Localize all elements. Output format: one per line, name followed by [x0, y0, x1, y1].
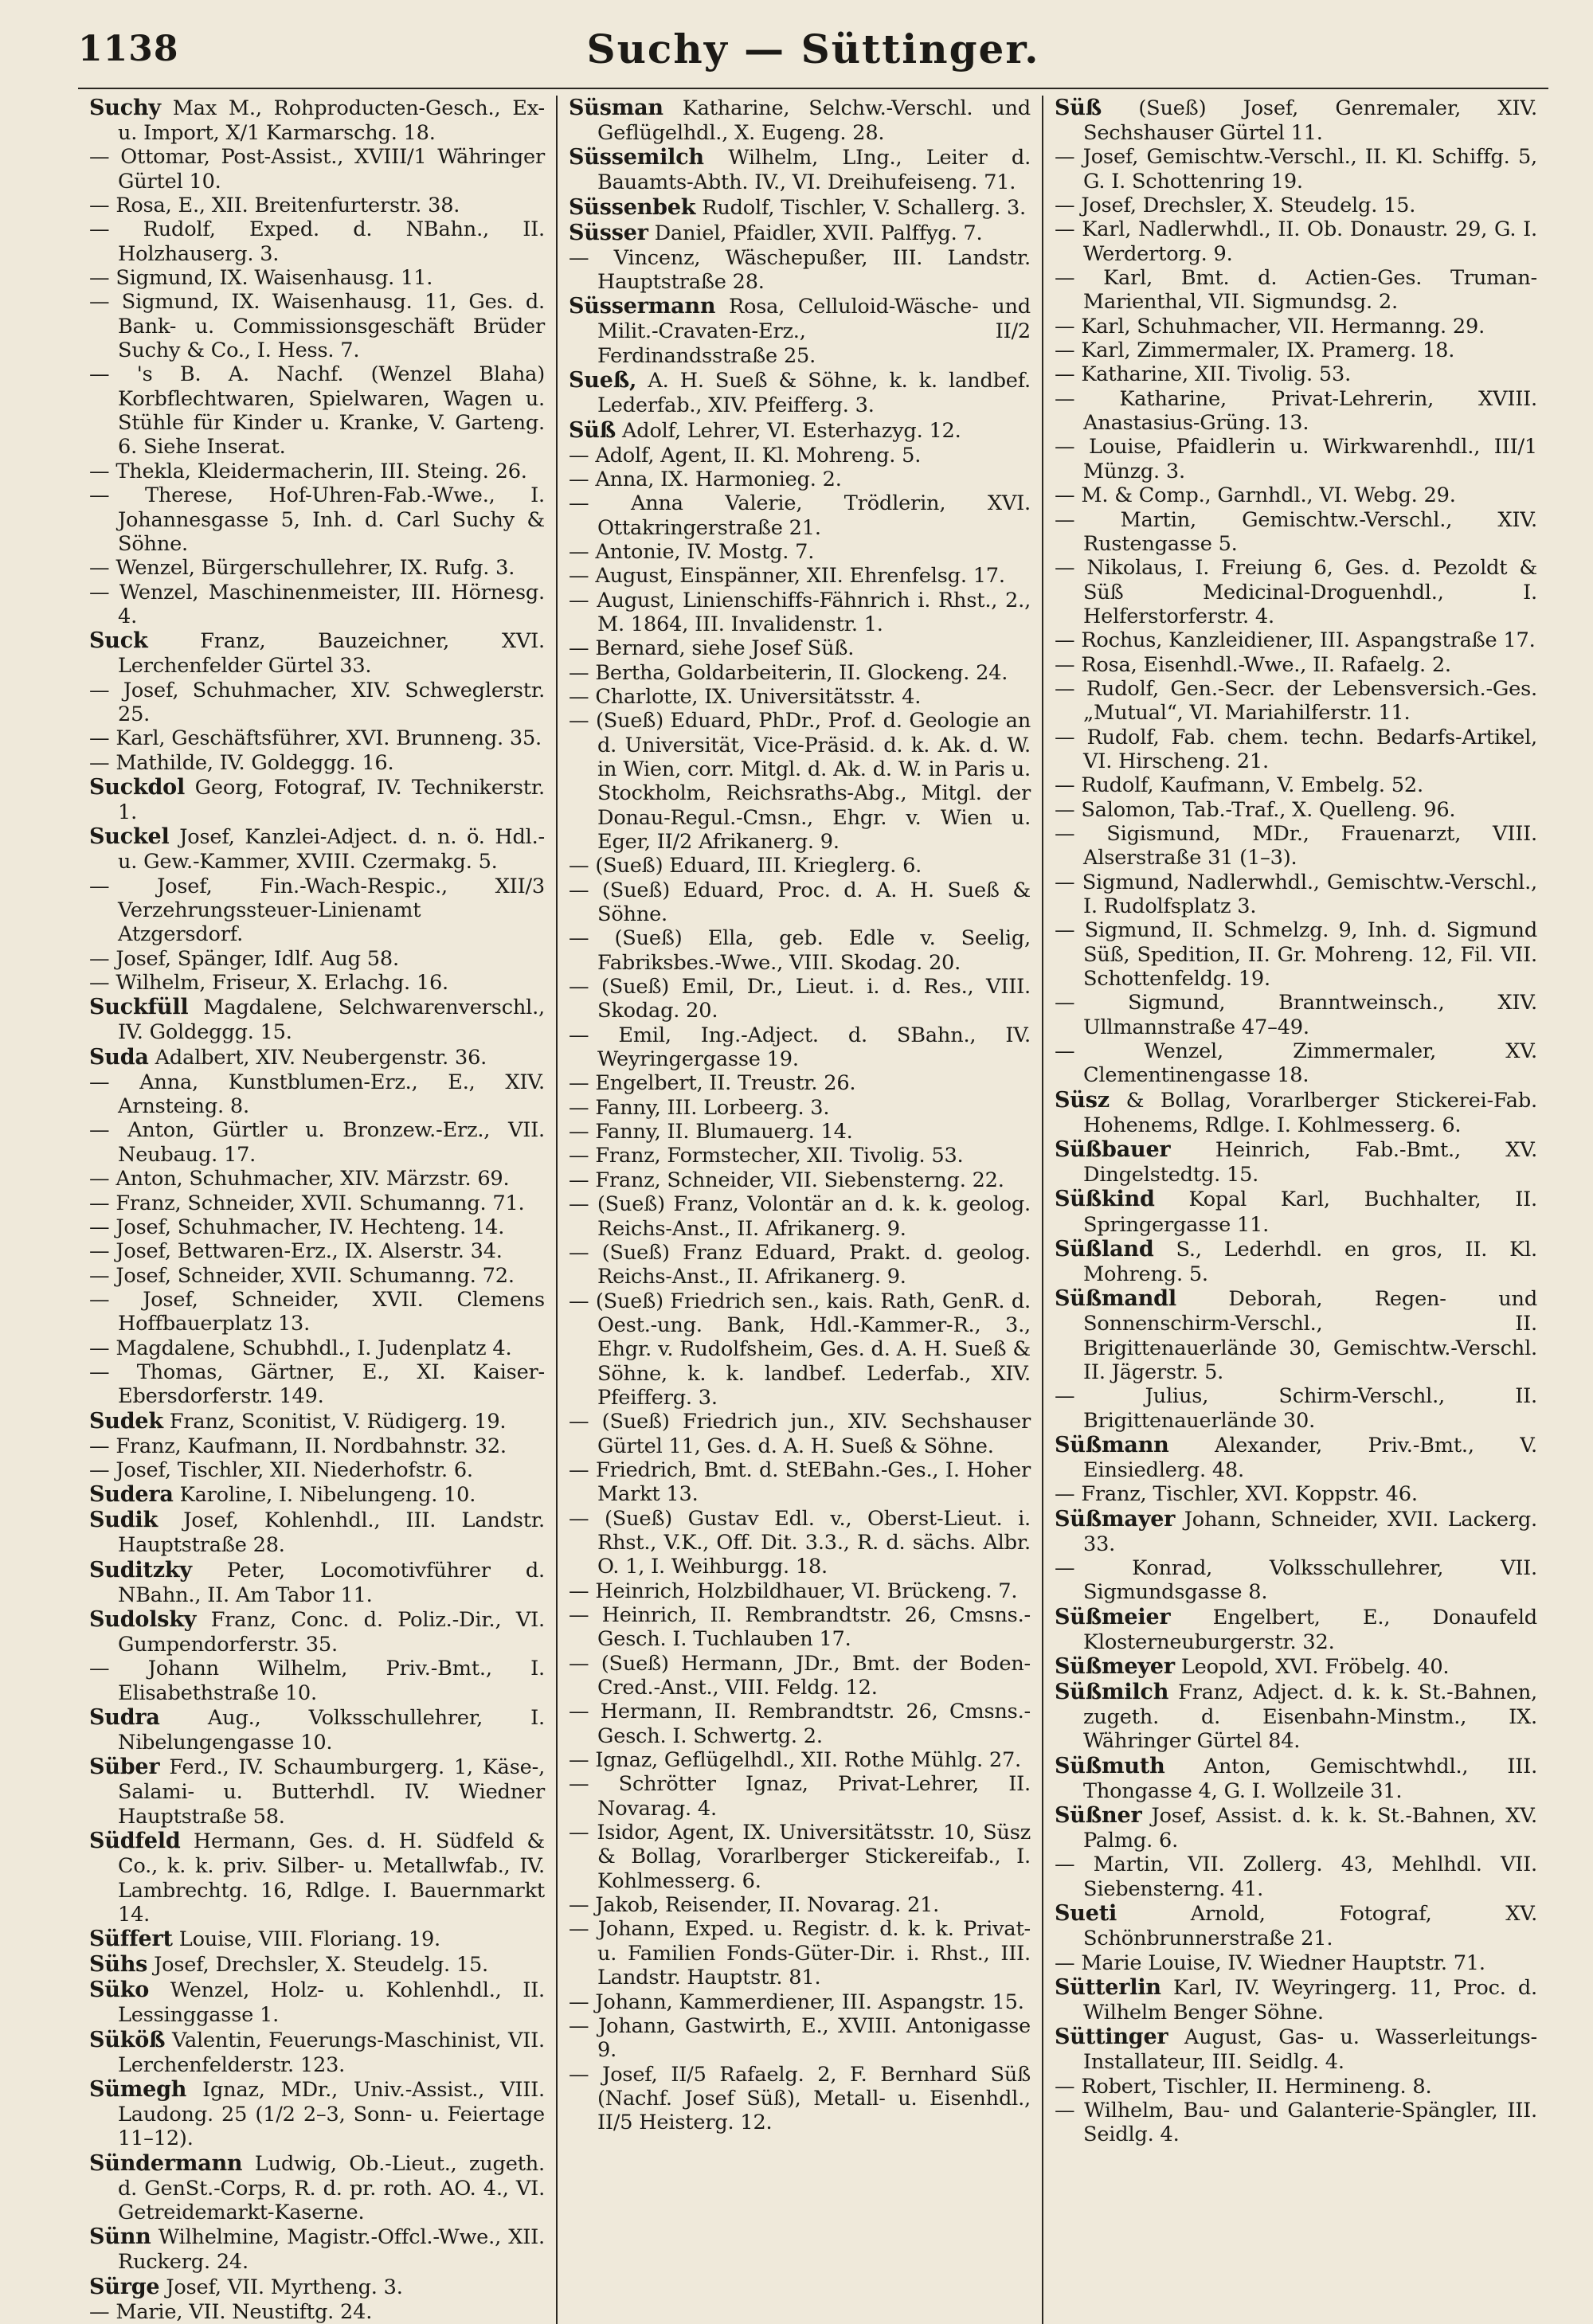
directory-entry: — August, Linienschiffs-Fähnrich i. Rhst., 2., M. 1864, III. Invalidenstr. 1. — [569, 588, 1031, 636]
entry-surname: Sueß, — [569, 368, 637, 393]
entry-surname: Sudek — [89, 1408, 163, 1434]
directory-entry: — (Sueß) Hermann, JDr., Bmt. der Boden-Cred.-Anst., VIII. Feldg. 12. — [569, 1651, 1031, 1700]
entry-surname: Sudik — [89, 1508, 158, 1533]
directory-entry: — Karl, Geschäftsführer, XVI. Brunneng. 35. — [89, 726, 542, 751]
entry-surname: Süßmilch — [1055, 1680, 1169, 1705]
entry-surname: Süssermann — [569, 294, 716, 319]
directory-entry: — Johann, Gastwirth, E., XVIII. Antonigasse 9. — [569, 2013, 1031, 2063]
directory-entry: Sühs Josef, Drechsler, X. Steudelg. 15. — [89, 1952, 488, 1978]
directory-entry: — Rudolf, Exped. d. NBahn., II. Holzhauserg. 3. — [89, 217, 545, 266]
directory-entry: Sudra Aug., Volksschullehrer, I. Nibelungengasse 10. — [89, 1705, 545, 1755]
directory-entry: — Johann, Kammerdiener, III. Aspangstr. 15. — [569, 1989, 1024, 2014]
directory-entry: — Hermann, II. Rembrandtstr. 26, Cmsns.-Gesch. I. Schwertg. 2. — [569, 1700, 1031, 1748]
directory-entry: — (Sueß) Gustav Edl. v., Oberst-Lieut. i. Rhst., V.K., Off. Dit. 3.3., R. d. sächs. Albr. O. 1, I. Weihburgg. 18. — [569, 1506, 1031, 1579]
entry-surname: Suck — [89, 628, 148, 654]
directory-entry: Suckfüll Magdalene, Selchwarenverschl., IV. Goldeggg. 15. — [89, 995, 545, 1045]
entry-surname: Süß — [569, 417, 616, 443]
directory-entry: — Martin, VII. Zollerg. 43, Mehlhdl. VII. Siebensterng. 41. — [1055, 1853, 1537, 1901]
directory-entry: Suchy Max M., Rohproducten-Gesch., Ex- u. Import, X/1 Karmarschg. 18. — [89, 96, 545, 146]
directory-entry: Süttinger August, Gas- u. Wasserleitungs-Installateur, III. Seidlg. 4. — [1055, 2025, 1537, 2075]
directory-entry: — Anna, Kunstblumen-Erz., E., XIV. Arnsteing. 8. — [89, 1070, 545, 1119]
column-left — [78, 96, 556, 2324]
directory-entry: — Rosa, E., XII. Breitenfurterstr. 38. — [89, 194, 460, 218]
directory-entry: — Fanny, III. Lorbeerg. 3. — [569, 1095, 830, 1120]
column-middle — [556, 96, 1042, 2324]
entry-surname: Suckfüll — [89, 995, 189, 1020]
directory-entry: — (Sueß) Franz Eduard, Prakt. d. geolog. Reichs-Anst., II. Afrikanerg. 9. — [569, 1240, 1031, 1289]
directory-entry: Süßner Josef, Assist. d. k. k. St.-Bahnen, XV. Palmg. 6. — [1055, 1803, 1537, 1853]
entry-surname: Suckel — [89, 824, 170, 850]
directory-entry: — Salomon, Tab.-Traf., X. Quelleng. 96. — [1055, 797, 1456, 822]
directory-entry: Süssenbek Rudolf, Tischler, V. Schallerg. 3. — [569, 194, 1026, 220]
entry-surname: Süsz — [1055, 1087, 1110, 1113]
directory-entry: Südfeld Hermann, Ges. d. H. Südfeld & Co., k. k. priv. Silber- u. Metallwfab., IV. Lambrechtg. 16, Rdlge. I. Bauernmarkt 14. — [89, 1829, 545, 1927]
directory-entry: — Heinrich, Holzbildhauer, VI. Brückeng. 7. — [569, 1579, 1018, 1603]
directory-entry: — 's B. A. Nachf. (Wenzel Blaha) Korbflechtwaren, Spielwaren, Wagen u. Stühle für Kinder u. Kranke, V. Garteng. 6. Siehe Inserat. — [89, 362, 545, 460]
entry-surname: Sünn — [89, 2224, 151, 2250]
entry-surname: Süßmeyer — [1055, 1654, 1175, 1680]
directory-entry: — Karl, Schuhmacher, VII. Hermanng. 29. — [1055, 314, 1485, 338]
directory-entry: — Robert, Tischler, II. Hermineng. 8. — [1055, 2074, 1432, 2099]
directory-entry: Sürge Josef, VII. Myrtheng. 3. — [89, 2274, 403, 2299]
directory-entry: — Franz, Schneider, VII. Siebensterng. 22. — [569, 1168, 1004, 1192]
directory-entry: Sudera Karoline, I. Nibelungeng. 10. — [89, 1482, 476, 1508]
entry-surname: Süßland — [1055, 1236, 1154, 1262]
entry-surname: Suda — [89, 1044, 149, 1070]
directory-entry: — (Sueß) Eduard, PhDr., Prof. d. Geologie an d. Universität, Vice-Präsid. d. k. Ak. d. W. in Wien, corr. Mitgl. d. Ak. d. W. in Paris u. Stockholm, Reichsraths-Abg., Mitgl. der Donau-Regul.-Cmsn., Ehgr. v. Wien u. Eger, II/2 Afrikanerg. 9. — [569, 709, 1031, 855]
entry-surname: Süko — [89, 1978, 150, 2003]
entry-surname: Südfeld — [89, 1829, 181, 1854]
directory-entry: — (Sueß) Friedrich jun., XIV. Sechshauser Gürtel 11, Ges. d. A. H. Sueß & Söhne. — [569, 1410, 1031, 1458]
directory-entry: — Therese, Hof-Uhren-Fab.-Wwe., I. Johannesgasse 5, Inh. d. Carl Suchy & Söhne. — [89, 483, 545, 556]
directory-entry: — M. & Comp., Garnhdl., VI. Webg. 29. — [1055, 483, 1456, 508]
directory-entry: — (Sueß) Franz, Volontär an d. k. k. geolog. Reichs-Anst., II. Afrikanerg. 9. — [569, 1192, 1031, 1241]
directory-entry: — Franz, Tischler, XVI. Koppstr. 46. — [1055, 1482, 1418, 1507]
directory-entry: — Sigmund, Nadlerwhdl., Gemischtw.-Verschl., I. Rudolfsplatz 3. — [1055, 870, 1537, 919]
entry-surname: Süß — [1055, 96, 1102, 120]
entry-surname: Sueti — [1055, 1901, 1117, 1927]
entry-surname: Süber — [89, 1755, 160, 1780]
directory-entry: — Karl, Nadlerwhdl., II. Ob. Donaustr. 29, G. I. Werdertorg. 9. — [1055, 217, 1537, 266]
directory-entry: Süßland S., Lederhdl. en gros, II. Kl. Mohreng. 5. — [1055, 1236, 1537, 1286]
directory-entry: — Adolf, Agent, II. Kl. Mohreng. 5. — [569, 443, 922, 468]
directory-entry: — Vincenz, Wäschepußer, III. Landstr. Hauptstraße 28. — [569, 245, 1031, 295]
directory-entry: Suda Adalbert, XIV. Neubergenstr. 36. — [89, 1044, 487, 1070]
directory-entry: Süßmayer Johann, Schneider, XVII. Lackerg. 33. — [1055, 1506, 1537, 1556]
directory-entry: — (Sueß) Friedrich sen., kais. Rath, GenR. d. Oest.-ung. Bank, Hdl.-Kammer-R., 3., Ehgr. v. Rudolfsheim, Ges. d. A. H. Sueß & Söhne, k. k. landbef. Lederfab., XIV. Pfeifferg. 3. — [569, 1289, 1031, 1410]
directory-entry: — Schrötter Ignaz, Privat-Lehrer, II. Novarag. 4. — [569, 1772, 1031, 1821]
directory-entry: Süßmeyer Leopold, XVI. Fröbelg. 40. — [1055, 1654, 1450, 1680]
entry-surname: Süßner — [1055, 1803, 1142, 1829]
directory-entry: — Heinrich, II. Rembrandtstr. 26, Cmsns.-Gesch. I. Tuchlauben 17. — [569, 1603, 1031, 1652]
directory-entry: — Anna, IX. Harmonieg. 2. — [569, 467, 842, 491]
directory-entry: — (Sueß) Ella, geb. Edle v. Seelig, Fabriksbes.-Wwe., VIII. Skodag. 20. — [569, 926, 1031, 975]
directory-entry: Süßmandl Deborah, Regen- und Sonnenschirm-Verschl., II. Brigittenauerlände 30, Gemischtw.-Verschl. II. Jägerstr. 5. — [1055, 1286, 1537, 1384]
directory-entry: — (Sueß) Eduard, III. Krieglerg. 6. — [569, 854, 922, 878]
directory-entry: Süßbauer Heinrich, Fab.-Bmt., XV. Dingelstedtg. 15. — [1055, 1137, 1537, 1187]
directory-entry: — Nikolaus, I. Freiung 6, Ges. d. Pezoldt & Süß Medicinal-Droguenhdl., I. Helferstorferstr. 4. — [1055, 556, 1537, 628]
directory-entry: — Anna Valerie, Trödlerin, XVI. Ottakringerstraße 21. — [569, 491, 1031, 540]
directory-entry: — Wilhelm, Bau- und Galanterie-Spängler, III. Seidlg. 4. — [1055, 2098, 1537, 2147]
entry-surname: Suditzky — [89, 1557, 192, 1583]
directory-entry: — Franz, Formstecher, XII. Tivolig. 53. — [569, 1144, 964, 1168]
directory-entry: Süßmann Alexander, Priv.-Bmt., V. Einsiedlerg. 48. — [1055, 1432, 1537, 1482]
running-head: Suchy — Süttinger. — [586, 25, 1040, 72]
directory-entry: — Josef, Bettwaren-Erz., IX. Alserstr. 34. — [89, 1239, 503, 1264]
directory-entry: — Sigmund, IX. Waisenhausg. 11, Ges. d. Bank- u. Commissionsgeschäft Brüder Suchy & Co., I. Hess. 7. — [89, 290, 545, 363]
directory-entry: Süköß Valentin, Feuerungs-Maschinist, VII. Lerchenfelderstr. 123. — [89, 2027, 545, 2077]
entry-surname: Süssemilch — [569, 145, 704, 170]
directory-entry: — Josef, Spänger, Idlf. Aug 58. — [89, 946, 399, 971]
directory-entry: — Karl, Zimmermaler, IX. Pramerg. 18. — [1055, 338, 1455, 363]
directory-entry: — Ignaz, Geflügelhdl., XII. Rothe Mühlg. 27. — [569, 1748, 1021, 1773]
directory-entry: Süßmuth Anton, Gemischtwhdl., III. Thongasse 4, G. I. Wollzeile 31. — [1055, 1753, 1537, 1803]
entry-surname: Süßkind — [1055, 1187, 1155, 1212]
directory-entry: — Katharine, Privat-Lehrerin, XVIII. Anastasius-Grüng. 13. — [1055, 386, 1537, 436]
entry-surname: Süßmuth — [1055, 1753, 1165, 1778]
directory-entry: — Franz, Schneider, XVII. Schumanng. 71. — [89, 1191, 525, 1215]
directory-entry: Suck Franz, Bauzeichner, XVI. Lerchenfelder Gürtel 33. — [89, 628, 545, 679]
directory-entry: — Sigismund, MDr., Frauenarzt, VIII. Alserstraße 31 (1–3). — [1055, 821, 1537, 871]
entry-surname: Süffert — [89, 1927, 173, 1952]
directory-entry: — Josef, Gemischtw.-Verschl., II. Kl. Schiffg. 5, G. I. Schottenring 19. — [1055, 145, 1537, 194]
entry-surname: Suchy — [89, 96, 161, 120]
directory-entry: — Karl, Bmt. d. Actien-Ges. Truman-Marienthal, VII. Sigmundsg. 2. — [1055, 266, 1537, 315]
directory-entry: — Charlotte, IX. Universitätsstr. 4. — [569, 684, 922, 709]
directory-entry: — Martin, Gemischtw.-Verschl., XIV. Rustengasse 5. — [1055, 507, 1537, 556]
directory-entry: Süssermann Rosa, Celluloid-Wäsche- und Milit.-Cravaten-Erz., II/2 Ferdinandsstraße 25. — [569, 294, 1031, 368]
directory-entry: Sünn Wilhelmine, Magistr.-Offcl.-Wwe., XII. Ruckerg. 24. — [89, 2224, 545, 2275]
entry-surname: Süsman — [569, 96, 663, 120]
directory-entry: Suckdol Georg, Fotograf, IV. Technikerstr. 1. — [89, 774, 545, 824]
directory-entry: — Rudolf, Gen.-Secr. der Lebensversich.-Ges. „Mutual“, VI. Mariahilferstr. 11. — [1055, 676, 1537, 726]
directory-entry: Süßmeier Engelbert, E., Donaufeld Klosterneuburgerstr. 32. — [1055, 1604, 1537, 1654]
directory-entry: Süsman Katharine, Selchw.-Verschl. und Geflügelhdl., X. Eugeng. 28. — [569, 96, 1031, 146]
directory-entry: Süssemilch Wilhelm, LIng., Leiter d. Bauamts-Abth. IV., VI. Dreihufeiseng. 71. — [569, 145, 1031, 195]
entry-surname: Süßmeier — [1055, 1604, 1171, 1630]
directory-entry: Sudek Franz, Sconitist, V. Rüdigerg. 19. — [89, 1408, 507, 1434]
directory-entry: Sudik Josef, Kohlenhdl., III. Landstr. Hauptstraße 28. — [89, 1508, 545, 1558]
directory-entry: — Bertha, Goldarbeiterin, II. Glockeng. 24. — [569, 660, 1008, 685]
directory-entry: — Antonie, IV. Mostg. 7. — [569, 539, 815, 564]
directory-entry: — Johann Wilhelm, Priv.-Bmt., I. Elisabethstraße 10. — [89, 1657, 545, 1705]
entry-surname: Süßmann — [1055, 1432, 1169, 1457]
directory-entry: — Franz, Kaufmann, II. Nordbahnstr. 32. — [89, 1434, 507, 1458]
entry-surname: Sudera — [89, 1482, 174, 1508]
directory-entry: — Rudolf, Kaufmann, V. Embelg. 52. — [1055, 773, 1423, 798]
directory-entry: — Wenzel, Bürgerschullehrer, IX. Rufg. 3. — [89, 556, 515, 581]
directory-entry: — (Sueß) Emil, Dr., Lieut. i. d. Res., VIII. Skodag. 20. — [569, 975, 1031, 1023]
directory-entry: Süsz & Bollag, Vorarlberger Stickerei-Fab. Hohenems, Rdlge. I. Kohlmesserg. 6. — [1055, 1087, 1537, 1137]
directory-entry: — Isidor, Agent, IX. Universitätsstr. 10, Süsz & Bollag, Vorarlberger Stickereifab., I. Kohlmesserg. 6. — [569, 1821, 1031, 1893]
directory-entry: — Mathilde, IV. Goldeggg. 16. — [89, 750, 394, 775]
page-header — [78, 24, 1548, 89]
directory-entry: — Josef, Schuhmacher, IV. Hechteng. 14. — [89, 1215, 505, 1239]
entry-surname: Sündermann — [89, 2150, 243, 2176]
directory-entry: — August, Einspänner, XII. Ehrenfelsg. 17. — [569, 564, 1005, 589]
directory-entry: — Thomas, Gärtner, E., XI. Kaiser-Ebersdorferstr. 149. — [89, 1360, 545, 1409]
directory-entry: Sümegh Ignaz, MDr., Univ.-Assist., VIII. Laudong. 25 (1/2 2–3, Sonn- u. Feiertage 11–12). — [89, 2076, 545, 2151]
directory-entry: — Friedrich, Bmt. d. StEBahn.-Ges., I. Hoher Markt 13. — [569, 1457, 1031, 1507]
directory-entry: Süber Ferd., IV. Schaumburgerg. 1, Käse-, Salami- u. Butterhdl. IV. Wiedner Hauptstraße 58. — [89, 1755, 545, 1829]
directory-entry: — Anton, Gürtler u. Bronzew.-Erz., VII. Neubaug. 17. — [89, 1118, 545, 1167]
directory-entry: — Emil, Ing.-Adject. d. SBahn., IV. Weyringergasse 19. — [569, 1023, 1031, 1072]
entry-surname: Sudolsky — [89, 1607, 197, 1633]
directory-entry: — Josef, Schneider, XVII. Schumanng. 72. — [89, 1263, 515, 1288]
entry-surname: Sühs — [89, 1952, 148, 1978]
directory-entry: — Josef, II/5 Rafaelg. 2, F. Bernhard Süß (Nachf. Josef Süß), Metall- u. Eisenhdl., II/5 Heisterg. 12. — [569, 2062, 1031, 2135]
entry-surname: Sümegh — [89, 2076, 187, 2102]
directory-entry: — Josef, Schuhmacher, XIV. Schweglerstr. 25. — [89, 678, 545, 726]
directory-entry: Sudolsky Franz, Conc. d. Poliz.-Dir., VI. Gumpendorferstr. 35. — [89, 1607, 545, 1657]
directory-entry: — Konrad, Volksschullehrer, VII. Sigmundsgasse 8. — [1055, 1556, 1537, 1605]
entry-surname: Sürge — [89, 2274, 160, 2299]
directory-entry: — Wenzel, Maschinenmeister, III. Hörnesg. 4. — [89, 580, 545, 628]
entry-surname: Süßmandl — [1055, 1286, 1176, 1312]
column-right — [1042, 96, 1548, 2324]
directory-entry: — Josef, Fin.-Wach-Respic., XII/3 Verzehrungssteuer-Linienamt Atzgersdorf. — [89, 874, 545, 947]
directory-entry: Süsser Daniel, Pfaidler, XVII. Palffyg. 7. — [569, 220, 983, 245]
directory-entry: Sündermann Ludwig, Ob.-Lieut., zugeth. d. GenSt.-Corps, R. d. pr. roth. AO. 4., VI. Getreidemarkt-Kaserne. — [89, 2150, 545, 2224]
directory-entry: Sueß, A. H. Sueß & Söhne, k. k. landbef. Lederfab., XIV. Pfeifferg. 3. — [569, 368, 1031, 418]
directory-entry: Süßmilch Franz, Adject. d. k. k. St.-Bahnen, zugeth. d. Eisenbahn-Minstm., IX. Währinger Gürtel 84. — [1055, 1680, 1537, 1754]
directory-entry: — Julius, Schirm-Verschl., II. Brigittenauerlände 30. — [1055, 1384, 1537, 1433]
directory-entry: — Bernard, siehe Josef Süß. — [569, 636, 855, 661]
entry-surname: Süßmayer — [1055, 1506, 1176, 1532]
directory-entry: — Magdalene, Schubhdl., I. Judenplatz 4. — [89, 1336, 512, 1360]
directory-entry: — Sigmund, IX. Waisenhausg. 11. — [89, 266, 433, 291]
entry-surname: Suckdol — [89, 774, 186, 800]
directory-entry: — Wenzel, Zimmermaler, XV. Clementinengasse 18. — [1055, 1039, 1537, 1088]
directory-entry: — Johann, Exped. u. Registr. d. k. k. Privat- u. Familien Fonds-Güter-Dir. i. Rhst., III. Landstr. Hauptstr. 81. — [569, 1917, 1031, 1990]
directory-entry: — Rudolf, Fab. chem. techn. Bedarfs-Artikel, VI. Hirscheng. 21. — [1055, 725, 1537, 773]
directory-entry: — Engelbert, II. Treustr. 26. — [569, 1071, 856, 1096]
directory-entry: Süßkind Kopal Karl, Buchhalter, II. Springergasse 11. — [1055, 1187, 1537, 1237]
directory-entry: Suckel Josef, Kanzlei-Adject. d. n. ö. Hdl.- u. Gew.-Kammer, XVIII. Czermakg. 5. — [89, 824, 545, 874]
directory-entry: — Josef, Schneider, XVII. Clemens Hoffbauerplatz 13. — [89, 1287, 545, 1336]
directory-entry: — Rochus, Kanzleidiener, III. Aspangstraße 17. — [1055, 628, 1536, 653]
directory-entry: Süffert Louise, VIII. Floriang. 19. — [89, 1927, 440, 1952]
directory-entry: — (Sueß) Eduard, Proc. d. A. H. Sueß & Söhne. — [569, 878, 1031, 927]
entry-surname: Sudra — [89, 1705, 160, 1731]
directory-entry: Sütterlin Karl, IV. Weyringerg. 11, Proc. d. Wilhelm Benger Söhne. — [1055, 1974, 1537, 2025]
directory-entry: — Marie Louise, IV. Wiedner Hauptstr. 71. — [1055, 1950, 1485, 1975]
directory-entry: — Fanny, II. Blumauerg. 14. — [569, 1120, 853, 1144]
directory-entry: Sueti Arnold, Fotograf, XV. Schönbrunnerstraße 21. — [1055, 1901, 1537, 1951]
directory-entry: Süko Wenzel, Holz- u. Kohlenhdl., II. Lessinggasse 1. — [89, 1978, 545, 2028]
directory-entry: — Sigmund, Branntweinsch., XIV. Ullmannstraße 47–49. — [1055, 991, 1537, 1039]
directory-entry: Süß Adolf, Lehrer, VI. Esterhazyg. 12. — [569, 417, 961, 443]
directory-entry: — Wilhelm, Friseur, X. Erlachg. 16. — [89, 971, 448, 996]
entry-surname: Süssenbek — [569, 194, 696, 220]
page-number: 1138 — [78, 29, 179, 69]
entry-surname: Süttinger — [1055, 2025, 1168, 2050]
directory-columns — [78, 96, 1548, 2324]
directory-entry: — Rosa, Eisenhdl.-Wwe., II. Rafaelg. 2. — [1055, 652, 1451, 677]
directory-entry: — Katharine, XII. Tivolig. 53. — [1055, 362, 1352, 387]
directory-entry: — Marie, VII. Neustiftg. 24. — [89, 2299, 373, 2324]
directory-entry: Suditzky Peter, Locomotivführer d. NBahn., II. Am Tabor 11. — [89, 1557, 545, 1607]
entry-surname: Süköß — [89, 2027, 166, 2052]
directory-entry: — Jakob, Reisender, II. Novarag. 21. — [569, 1893, 940, 1918]
entry-surname: Sütterlin — [1055, 1974, 1161, 2000]
entry-surname: Süsser — [569, 220, 648, 245]
directory-entry: — Ottomar, Post-Assist., XVIII/1 Währinger Gürtel 10. — [89, 145, 545, 194]
directory-entry: Süß (Sueß) Josef, Genremaler, XIV. Sechshauser Gürtel 11. — [1055, 96, 1537, 146]
directory-entry: — Thekla, Kleidermacherin, III. Steing. 26. — [89, 459, 527, 483]
entry-surname: Süßbauer — [1055, 1137, 1171, 1163]
directory-entry: — Anton, Schuhmacher, XIV. Märzstr. 69. — [89, 1167, 510, 1191]
directory-entry: — Louise, Pfaidlerin u. Wirkwarenhdl., III/1 Münzg. 3. — [1055, 435, 1537, 483]
directory-entry: — Josef, Drechsler, X. Steudelg. 15. — [1055, 194, 1416, 218]
directory-entry: — Sigmund, II. Schmelzg. 9, Inh. d. Sigmund Süß, Spedition, II. Gr. Mohreng. 12, Fil. VII. Schottenfeldg. 19. — [1055, 918, 1537, 992]
directory-entry: — Josef, Tischler, XII. Niederhofstr. 6. — [89, 1457, 473, 1482]
